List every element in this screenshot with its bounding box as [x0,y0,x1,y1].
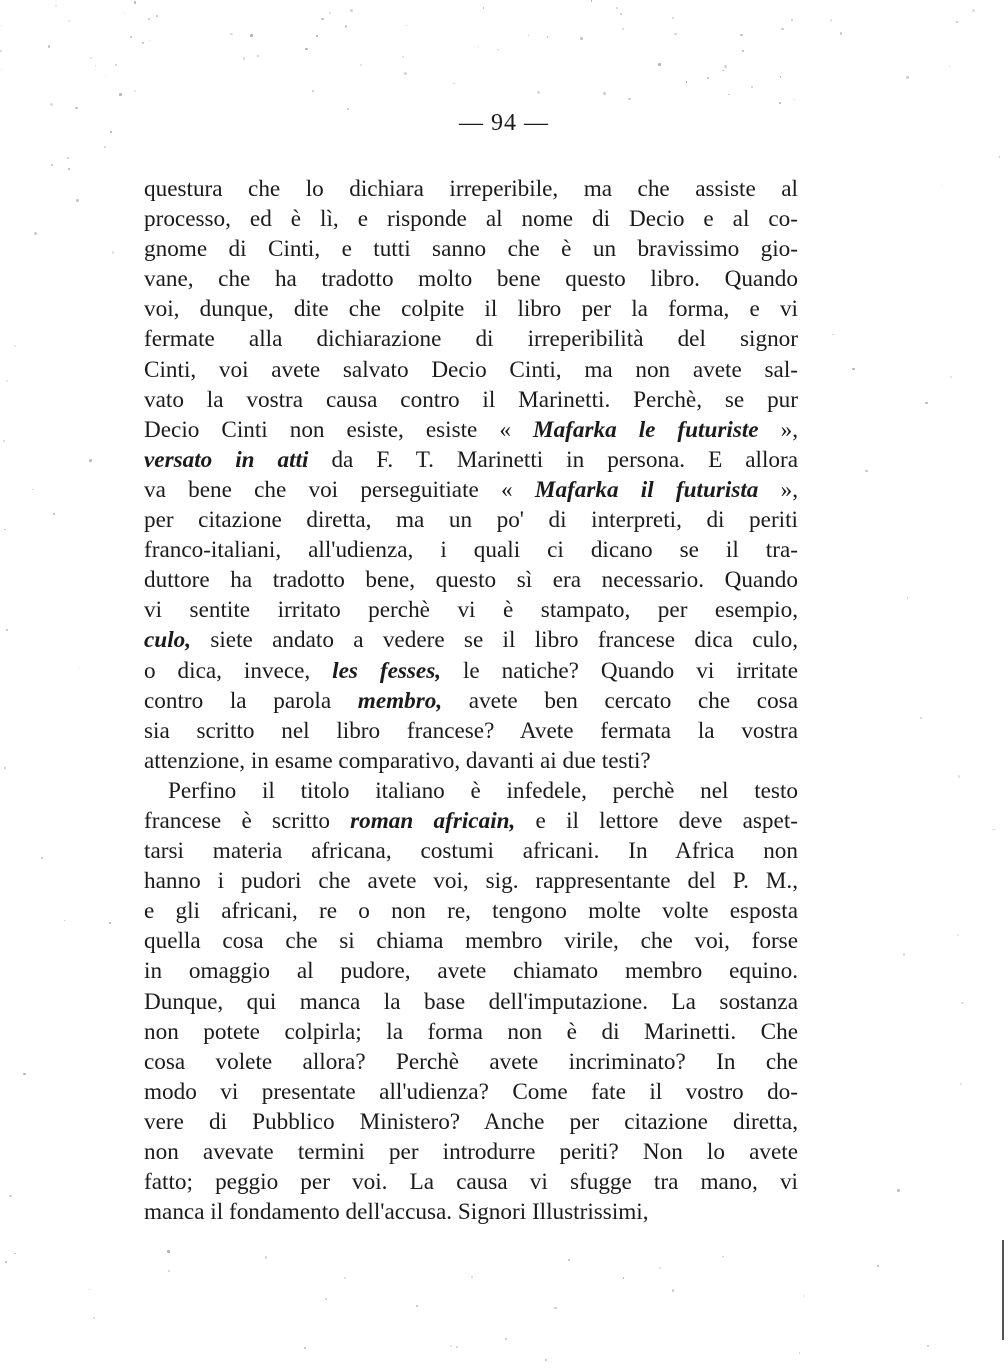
scan-speck [14,345,16,347]
scan-speck [325,1298,327,1300]
text-segment: », [758,416,798,443]
scan-speck [134,90,136,92]
text-segment: da F. T. Marinetti in persona. E allora [308,446,798,473]
scan-speck [568,1259,569,1260]
italic-phrase: les fesses, [332,657,442,684]
text-line [144,264,798,294]
scan-speck [312,90,314,92]
scan-speck [961,1002,963,1004]
page-number: — 94 — [459,110,549,136]
scan-speck [89,1289,90,1290]
text-segment: Cinti, voi avete salvato Decio Cinti, ma non avete sal- [144,356,798,383]
scan-speck [897,1189,899,1191]
scan-speck [130,36,132,38]
text-segment: », [758,476,798,503]
text-line [144,1137,798,1167]
text-segment: vane, che ha tradotto molto bene questo libro. Quando [144,266,798,293]
text-line [144,896,798,926]
scan-speck [4,529,5,530]
scan-speck [478,46,479,47]
scan-speck [505,1338,507,1340]
text-segment: e gli africani, re o non re, tengono molte volte esposta [144,898,798,925]
scan-speck [32,489,33,490]
text-segment: sia scritto nel libro francese? Avete fermata la vostra [144,717,798,744]
scan-speck [76,199,79,202]
scan-speck [950,376,952,378]
scan-speck [865,470,867,472]
scan-speck [55,5,57,7]
text-line [144,806,798,836]
scan-speck [659,1267,661,1269]
scan-speck [75,107,77,109]
scan-speck [960,1083,962,1085]
text-line [144,987,798,1017]
scan-speck [405,25,407,27]
text-line [144,836,798,866]
scan-speck [105,76,106,77]
scan-speck [707,77,709,79]
text-segment: avete ben cercato che cosa [442,687,798,714]
scan-speck [906,76,909,79]
scan-speck [722,1256,724,1258]
scan-speck [497,49,499,51]
text-segment: siete andato a vedere se il libro francese dica culo, [191,627,798,654]
scan-speck [416,1305,418,1307]
text-segment: fatto; peggio per voi. La causa vi sfugge tra mano, vi [144,1169,798,1196]
text-line [144,1047,798,1077]
scan-speck [742,50,744,52]
italic-phrase: versato in atti [144,446,309,473]
scan-speck [616,7,618,9]
scan-speck [941,185,942,186]
scan-speck [329,12,331,14]
scan-speck [134,1,136,3]
text-segment: gnome di Cinti, e tutti sanno che è un bravissimo gio- [144,236,798,263]
scan-speck [999,156,1001,158]
scan-speck [537,91,540,94]
text-segment: francese è scritto [144,807,351,834]
text-line [144,385,798,415]
text-line [144,565,798,595]
scan-speck [93,1317,96,1320]
text-line [144,776,798,806]
scan-speck [450,1345,452,1347]
scan-speck [724,65,727,68]
scan-speck [793,99,795,101]
text-segment: per citazione diretta, ma un po' di interpreti, di periti [144,507,798,534]
italic-phrase: culo, [144,627,192,654]
scan-speck [404,72,407,75]
scan-speck [672,1289,674,1291]
scan-speck [622,28,624,30]
scan-speck [316,35,319,38]
scan-speck [6,629,7,630]
scan-speck [305,48,307,50]
scan-speck [304,1347,306,1349]
scan-speck [840,32,842,34]
scan-speck [53,513,55,515]
scan-speck [949,66,950,67]
scan-speck [68,168,70,170]
scan-speck [830,20,832,22]
scan-speck [14,1253,15,1254]
scan-speck [167,1250,170,1253]
text-segment: duttore ha tradotto bene, questo sì era necessario. Quando [144,567,798,594]
text-segment: e il lettore deve aspet- [515,807,798,834]
scan-speck [751,86,753,88]
scan-speck [345,25,347,27]
scan-speck [591,0,592,1]
text-line [144,294,798,324]
scan-speck [781,72,782,73]
scan-speck [686,81,688,83]
scan-speck [722,70,724,72]
scan-speck [925,402,928,405]
scan-speck [109,922,111,924]
italic-phrase: Mafarka il futurista [534,476,759,503]
italic-phrase: roman africain, [350,807,516,834]
scan-speck [5,1261,7,1263]
scan-speck [603,92,606,95]
scan-speck [51,164,54,167]
text-line [144,355,798,385]
scan-speck [89,459,92,462]
scan-speck [104,146,106,148]
text-line [144,746,798,776]
scan-speck [554,1307,557,1310]
scan-speck [48,45,50,47]
scan-speck [791,19,794,22]
text-segment: non avevate termini per introdurre periti? Non lo avete [144,1139,798,1165]
scan-speck [1,69,2,70]
scan-speck [779,102,781,104]
text-line [144,625,798,655]
scan-speck [781,28,783,30]
text-segment: modo vi presentate all'udienza? Come fate il vostro do- [144,1078,798,1105]
text-line [144,1197,798,1227]
text-line [144,1167,798,1197]
scan-speck [67,157,68,158]
scan-speck [6,380,8,382]
scan-speck [119,93,122,96]
scan-speck [852,368,855,371]
scan-speck [168,1270,170,1272]
scan-speck [230,33,233,36]
scan-speck [528,35,529,36]
text-segment: cosa volete allora? Perchè avete incriminato? In che [144,1048,798,1075]
text-segment: vere di Pubblico Ministero? Anche per citazione diretta, [144,1108,798,1135]
scan-speck [993,829,995,831]
text-segment: contro la parola [144,687,358,714]
scan-speck [972,9,975,12]
scan-speck [9,1195,11,1197]
text-line [144,535,798,565]
scan-speck [95,65,97,67]
scan-speck [456,1346,458,1348]
scan-speck [41,857,42,858]
text-line [144,505,798,535]
scan-speck [0,50,2,52]
text-line [144,324,798,354]
scan-speck [257,55,259,57]
text-line [144,926,798,956]
text-line [144,656,798,686]
text-segment: le natiche? Quando vi irritate [441,657,799,684]
text-segment: quella cosa che si chiama membro virile, che voi, forse [144,928,798,955]
text-line [144,1017,798,1047]
text-line [144,956,798,986]
scan-speck [4,767,6,769]
scan-speck [672,17,674,19]
scan-speck [64,920,65,921]
scan-speck [265,1256,268,1259]
scan-speck [958,775,961,778]
text-segment: manca il fondamento dell'accusa. Signori Illustrissimi, [144,1199,649,1226]
italic-phrase: membro, [357,687,443,714]
scan-speck [483,7,484,8]
text-segment: Decio Cinti non esiste, esiste « [144,416,533,443]
text-line [144,686,798,716]
scan-speck [148,18,150,20]
scan-speck [803,1295,804,1296]
text-segment: franco-italiani, all'udienza, i quali ci dicano se il tra- [144,537,798,564]
scan-speck [79,668,80,669]
scan-speck [360,64,362,66]
text-segment: questura che lo dichiara irreperibile, ma che assiste al [144,176,798,202]
scan-speck [877,1265,879,1267]
text-segment: va bene che voi perseguitiate « [144,476,535,503]
scan-speck [903,953,906,956]
scan-speck [344,1277,345,1278]
scan-speck [728,94,729,95]
scan-speck [50,103,53,106]
scan-speck [920,717,922,719]
scan-speck [620,13,622,15]
scan-speck [350,9,353,12]
scan-speck [115,64,117,66]
text-segment: fermate alla dichiarazione di irreperibilità del signor [144,326,798,353]
text-segment: attenzione, in esame comparativo, davanti ai due testi? [144,747,651,774]
text-segment: voi, dunque, dite che colpite il libro per la forma, e vi [144,296,798,323]
scan-speck [112,251,115,254]
scan-speck [142,42,145,45]
text-line [144,1107,798,1137]
scan-margin-rule [1002,1240,1004,1340]
text-segment: o dica, invece, [144,657,333,684]
text-line [144,445,798,475]
text-segment: Dunque, qui manca la base dell'imputazione. La sostanza [144,988,798,1015]
text-line [144,866,798,896]
scan-speck [674,33,677,36]
scan-speck [580,37,583,40]
text-line [144,204,798,234]
text-segment: non potete colpirla; la forma non è di Marinetti. Che [144,1018,798,1045]
text-segment: processo, ed è lì, e risponde al nome di Decio e al co- [144,206,798,233]
text-segment: tarsi materia africana, costumi africani. In Africa non [144,838,798,865]
text-line [144,595,798,625]
scan-speck [623,1277,624,1278]
scan-speck [243,57,245,59]
text-segment: vato la vostra causa contro il Marinetti. Perchè, se pur [144,386,798,413]
scan-speck [23,1073,25,1075]
scan-speck [799,1352,800,1353]
text-segment: hanno i pudori che avete voi, sig. rappresentante del P. M., [144,868,798,895]
scan-speck [124,13,125,14]
text-line [144,234,798,264]
scan-speck [149,40,151,42]
italic-phrase: Mafarka le futuriste [532,416,759,443]
text-segment: in omaggio al pudore, avete chiamato membro equino. [144,958,798,985]
text-line [144,174,798,204]
scan-speck [927,1345,929,1347]
scan-speck [68,20,70,22]
scan-speck [1,25,2,26]
scan-speck [740,34,743,37]
scan-speck [957,934,959,936]
scan-speck [471,1276,473,1278]
scan-speck [956,21,958,23]
scan-speck [832,334,833,335]
text-line [144,415,798,445]
scan-speck [250,34,253,37]
scan-speck [110,131,111,132]
scan-speck [780,76,781,77]
scan-speck [402,56,404,58]
scan-speck [90,57,91,58]
text-line [144,716,798,746]
scan-speck [658,63,661,66]
text-line [144,1077,798,1107]
text-segment: vi sentite irritato perchè vi è stampato, per esempio, [144,597,798,624]
scan-speck [3,440,5,442]
body-text [144,174,798,1227]
scan-speck [453,83,454,84]
text-line [144,475,798,505]
text-segment: Perfino il titolo italiano è infedele, perchè nel testo [168,777,798,804]
scan-speck [34,232,37,235]
scan-speck [321,18,324,21]
scan-speck [907,597,909,599]
scan-speck [628,98,631,101]
scan-speck [156,15,158,17]
scan-speck [545,1359,547,1361]
scan-speck [547,36,548,37]
